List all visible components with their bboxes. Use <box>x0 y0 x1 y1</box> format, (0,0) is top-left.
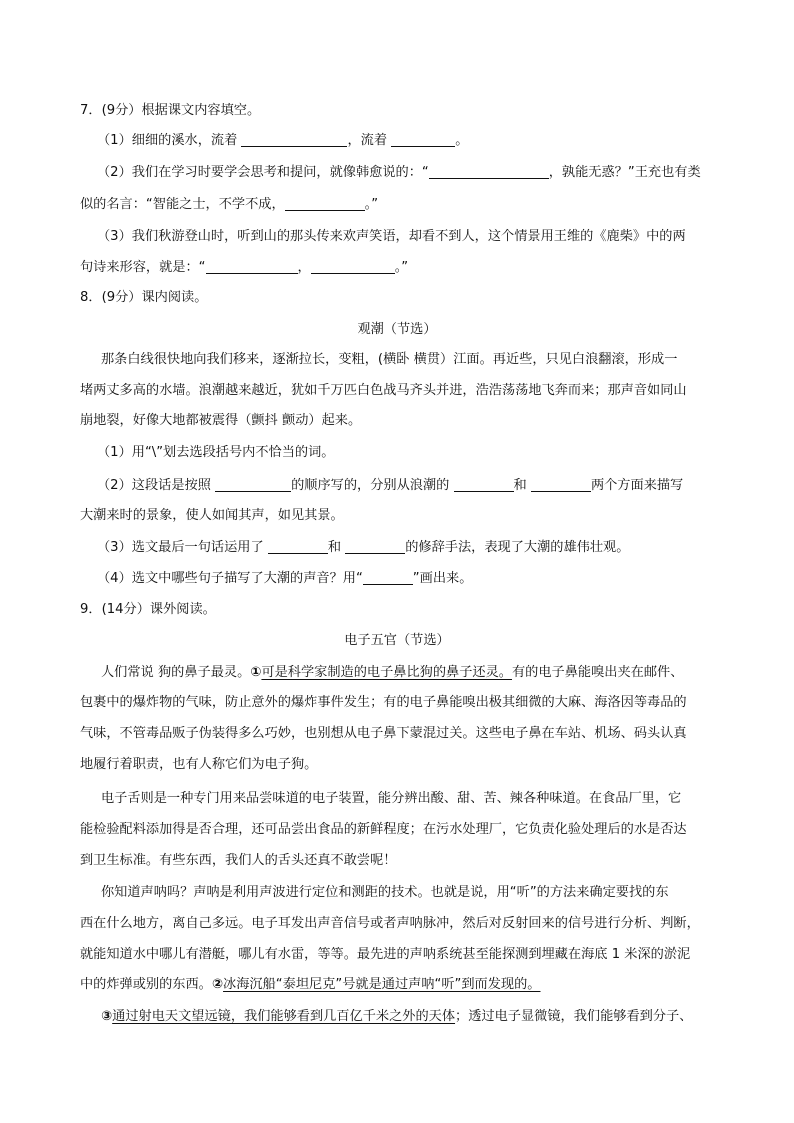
q9-para-2-line-1: 电子舌则是一种专门用来品尝味道的电子装置，能分辨出酸、甜、苦、辣各种味道。在食品厂里，它 <box>101 791 682 806</box>
answer-blank[interactable] <box>285 196 365 211</box>
q8-item-2-text-b: 的顺序写的，分别从浪潮的 <box>291 478 450 493</box>
q8-item-2-text-d: 两个方面来描写 <box>590 478 684 493</box>
q7-item-3-cont <box>80 258 408 278</box>
q7-item-2-text-a: （2）我们在学习时要学会思考和提问，就像韩愈说的：“ <box>97 165 429 180</box>
q9-passage-title: 电子五官（节选） <box>344 633 450 648</box>
q8-item-4 <box>97 569 472 589</box>
sentence-marker-2: ② <box>211 977 224 992</box>
q9-para-1-text-a: 人们常说 狗的鼻子最灵。 <box>101 665 251 680</box>
q9-para-2-line-2: 能检验配料添加得是否合理，还可品尝出食品的新鲜程度；在污水处理厂，它负责化验处理后的水是否达 <box>80 822 687 837</box>
q9-para-2-line-3: 到卫生标准。有些东西，我们人的舌头还真不敢尝呢！ <box>80 853 397 868</box>
q8-item-3 <box>97 538 629 558</box>
q9-para-3-line-1: 你知道声呐吗？声呐是利用声波进行定位和测距的技术。也就是说，用“听”的方法来确定要找的东 <box>101 885 669 900</box>
sentence-marker-3: ③ <box>101 1009 113 1024</box>
answer-blank[interactable] <box>363 570 413 585</box>
q8-passage-line-1: 那条白线很快地向我们移来，逐渐拉长，变粗，(横卧 横贯）江面。再近些，只见白浪翻滚，形成一 <box>101 352 678 367</box>
q7-item-2-text-b: ，孰能无惑？”王充也有类 <box>548 165 701 180</box>
q9-para-1-line-2: 包裹中的爆炸物的气味，防止意外的爆炸事件发生；有的电子鼻能嗅出极其细微的大麻、海洛因等毒品的 <box>80 695 687 710</box>
q7-item-3-text-c: ， <box>297 260 311 275</box>
q9-para-4-line-1 <box>101 1007 692 1027</box>
q9-para-3-line-2: 西在什么地方，离自己多远。电子耳发出声音信号或者声呐脉冲，然后对反射回来的信号进行分析、判断， <box>80 916 700 931</box>
q9-para-1-line-1 <box>101 663 683 683</box>
q8-item-3-text-a: （3）选文最后一句话运用了 <box>97 540 264 555</box>
q8-item-3-text-c: 的修辞手法，表现了大潮的雄伟壮观。 <box>405 540 630 555</box>
q9-para-1-line-3: 气味，不管毒品贩子伪装得多么巧妙，也别想从电子鼻下蒙混过关。这些电子鼻在车站、机场、码头认真 <box>80 726 687 741</box>
q9-para-4-text-b: ；透过电子显微镜，我们能够看到分子、 <box>455 1009 693 1024</box>
q7-item-2 <box>97 163 701 183</box>
q9-para-1-line-4: 地履行着职责，也有人称它们为电子狗。 <box>80 757 318 772</box>
answer-blank[interactable] <box>345 539 405 554</box>
q7-item-2-cont <box>80 195 378 215</box>
q9-para-1-text-b: 有的电子鼻能嗅出夹在邮件、 <box>512 665 684 680</box>
answer-blank[interactable] <box>268 539 328 554</box>
q8-item-4-text-a: （4）选文中哪些句子描写了大潮的声音？用“ <box>97 571 363 586</box>
q9-para-3-text-a: 中的炸弹或别的东西。 <box>80 977 212 992</box>
q7-item-2-text-c: 似的名言：“智能之士，不学不成， <box>80 197 285 212</box>
q9-heading: 9．(14分）课外阅读。 <box>80 602 216 617</box>
answer-blank[interactable] <box>429 164 549 179</box>
q9-para-3-line-3: 就能知道水中哪儿有潜艇，哪儿有水雷，等等。最先进的声呐系统甚至能探测到埋藏在海底 1 米深的淤泥 <box>80 947 691 962</box>
underlined-sentence-1: 可是科学家制造的电子鼻比狗的鼻子还灵。 <box>261 665 512 680</box>
answer-blank[interactable] <box>531 477 591 492</box>
q8-item-4-text-b: ”画出来。 <box>412 571 473 586</box>
q7-item-1-text-a: （1）细细的溪水，流着 <box>97 133 238 148</box>
q8-item-2-text-c: 和 <box>513 478 527 493</box>
q8-item-3-text-b: 和 <box>327 540 342 555</box>
answer-blank[interactable] <box>454 477 514 492</box>
q7-item-1-text-c: 。 <box>455 133 469 148</box>
q7-heading: 7．(9分）根据课文内容填空。 <box>80 103 261 118</box>
q7-item-3-text-d: 。” <box>394 260 409 275</box>
q8-passage-title: 观潮（节选） <box>357 322 437 337</box>
q8-passage-line-3: 崩地裂，好像大地都被震得（颤抖 颤动）起来。 <box>80 413 362 428</box>
answer-blank[interactable] <box>206 259 298 274</box>
q7-item-1-text-b: ，流着 <box>347 133 388 148</box>
underlined-sentence-3: 通过射电天文望远镜，我们能够看到几百亿千米之外的天体 <box>112 1009 456 1024</box>
q8-item-1: （1）用“\”划去选段括号内不恰当的词。 <box>97 445 335 460</box>
underlined-sentence-2: 冰海沉船“泰坦尼克”号就是通过声呐“听”到而发现的。 <box>223 977 541 992</box>
answer-blank[interactable] <box>311 259 395 274</box>
q8-item-2-text-a: （2）这段话是按照 <box>97 478 211 493</box>
answer-blank[interactable] <box>241 132 347 147</box>
sentence-marker-1: ① <box>250 665 262 680</box>
answer-blank[interactable] <box>215 477 291 492</box>
q8-passage-line-2: 堵两丈多高的水墙。浪潮越来越近，犹如千万匹白色战马齐头并进，浩浩荡荡地飞奔而来；那声音如同山 <box>80 383 687 398</box>
q7-item-3-text-b: 句诗来形容，就是：“ <box>80 260 206 275</box>
q8-heading: 8．(9分）课内阅读。 <box>80 290 208 305</box>
q8-item-2-cont: 大潮来时的景象，使人如闻其声，如见其景。 <box>80 508 344 523</box>
q9-para-3-line-4 <box>80 975 541 995</box>
q7-item-2-text-d: 。” <box>364 197 379 212</box>
q7-item-3: （3）我们秋游登山时，听到山的那头传来欢声笑语，却看不到人，这个情景用王维的《鹿柴》中的两 <box>97 229 686 244</box>
answer-blank[interactable] <box>391 132 455 147</box>
q7-item-1 <box>97 131 468 151</box>
q8-item-2 <box>97 476 683 496</box>
